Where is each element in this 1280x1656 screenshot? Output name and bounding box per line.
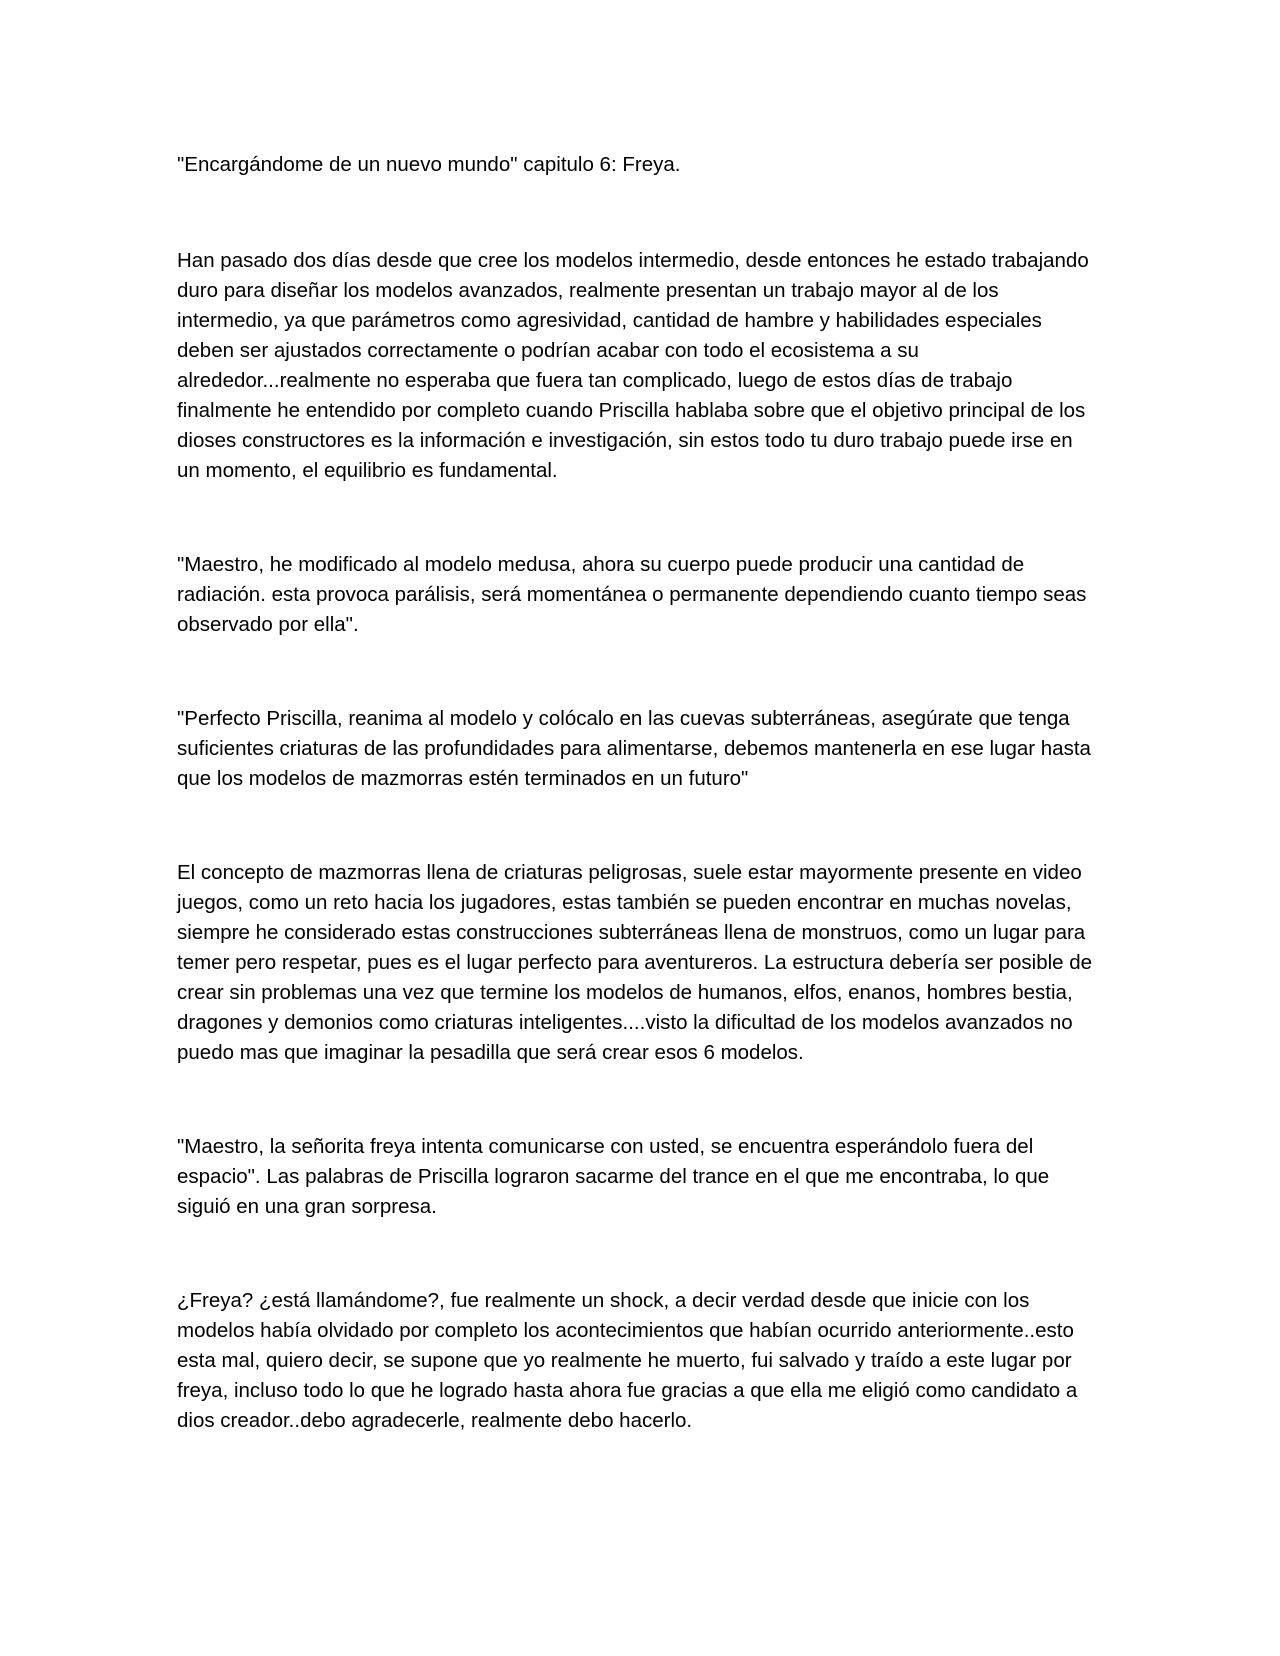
paragraph-4: El concepto de mazmorras llena de criaturas peligrosas, suele estar mayormente presente en video juegos, como un reto hacia los jugadores, estas también se pueden encontrar en muchas novelas, siempre he considerado estas construcciones subterráneas llena de monstruos, como un lugar para temer pero respetar, pues es el lugar perfecto para aventureros. La estructura debería ser posible de crear sin problemas una vez que termine los modelos de humanos, elfos, enanos, hombres bestia, dragones y demonios como criaturas inteligentes....visto la dificultad de los modelos avanzados no puedo mas que imaginar la pesadilla que será crear esos 6 modelos. — [177, 861, 1093, 1064]
paragraph-2: "Maestro, he modificado al modelo medusa, ahora su cuerpo puede producir una cantidad de radiación. esta provoca parálisis, será momentánea o permanente dependiendo cuanto tiempo seas observado por ella". — [177, 553, 1087, 636]
chapter-title: "Encargándome de un nuevo mundo" capitulo 6: Freya. — [177, 153, 681, 176]
paragraph-5: "Maestro, la señorita freya intenta comunicarse con usted, se encuentra esperándolo fuera del espacio". Las palabras de Priscilla lograron sacarme del trance en el que me encontraba, lo que siguió en una gran sorpresa. — [177, 1135, 1050, 1218]
paragraph-6: ¿Freya? ¿está llamándome?, fue realmente un shock, a decir verdad desde que inicie con los modelos había olvidado por completo los acontecimientos que habían ocurrido anteriormente..esto esta mal, quiero decir, se supone que yo realmente he muerto, fui salvado y traído a este lugar por freya, incluso todo lo que he logrado hasta ahora fue gracias a que ella me eligió como candidato a dios creador..debo agradecerle, realmente debo hacerlo. — [177, 1289, 1078, 1432]
document-body — [177, 150, 1097, 1500]
paragraph-1: Han pasado dos días desde que cree los modelos intermedio, desde entonces he estado trabajando duro para diseñar los modelos avanzados, realmente presentan un trabajo mayor al de los intermedio, ya que parámetros como agresividad, cantidad de hambre y habilidades especiales deben ser ajustados correctamente o podrían acabar con todo el ecosistema a su alrededor...realmente no esperaba que fuera tan complicado, luego de estos días de trabajo finalmente he entendido por completo cuando Priscilla hablaba sobre que el objetivo principal de los dioses constructores es la información e investigación, sin estos todo tu duro trabajo puede irse en un momento, el equilibrio es fundamental. — [177, 249, 1089, 482]
paragraph-3: "Perfecto Priscilla, reanima al modelo y colócalo en las cuevas subterráneas, asegúrate que tenga suficientes criaturas de las profundidades para alimentarse, debemos mantenerla en ese lugar hasta que los modelos de mazmorras estén terminados en un futuro" — [177, 707, 1091, 790]
